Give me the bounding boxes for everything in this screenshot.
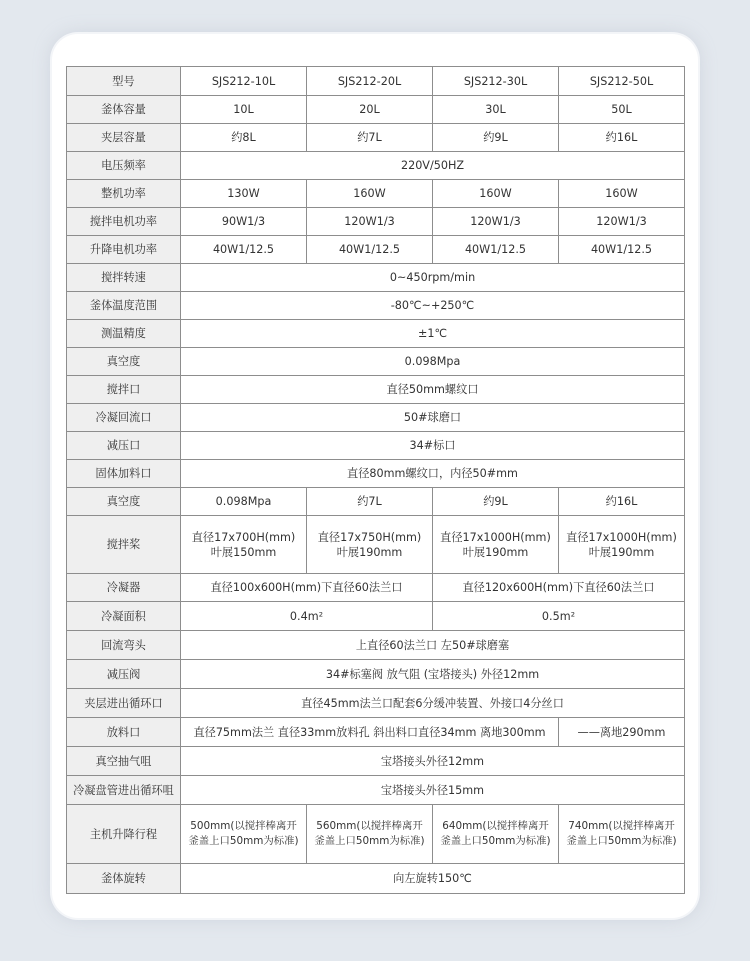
value-cell <box>181 516 307 574</box>
value-cell: 约16L <box>559 488 685 516</box>
row-label: 搅拌转速 <box>67 264 181 292</box>
row-label: 整机功率 <box>67 180 181 208</box>
row-label: 搅拌桨 <box>67 516 181 574</box>
table-row <box>67 432 685 460</box>
cell-line: 直径17x750H(mm) <box>317 530 422 544</box>
table-row <box>67 574 685 602</box>
value-cell: 约7L <box>307 488 433 516</box>
row-label: 夹层容量 <box>67 124 181 152</box>
row-label: 釜体温度范围 <box>67 292 181 320</box>
value-cell: 40W1/12.5 <box>307 236 433 264</box>
table-row <box>67 404 685 432</box>
value-cell: 34#标塞阀 放气阻 (宝塔接头) 外径12mm <box>181 660 685 689</box>
value-cell: 40W1/12.5 <box>433 236 559 264</box>
row-label: 夹层进出循环口 <box>67 689 181 718</box>
table-row <box>67 152 685 180</box>
cell-line: 釜盖上口50mm为标准) <box>314 835 425 847</box>
cell-line: 640mm(以搅拌棒离开 <box>442 820 549 832</box>
model-cell: SJS212-10L <box>181 67 307 96</box>
value-cell: 约8L <box>181 124 307 152</box>
row-label: 升降电机功率 <box>67 236 181 264</box>
value-cell <box>433 516 559 574</box>
value-cell: 约9L <box>433 124 559 152</box>
row-label: 搅拌电机功率 <box>67 208 181 236</box>
cell-line: 叶展150mm <box>210 545 277 559</box>
table-row <box>67 320 685 348</box>
value-cell: 220V/50HZ <box>181 152 685 180</box>
value-cell: 120W1/3 <box>559 208 685 236</box>
row-label: 釜体容量 <box>67 96 181 124</box>
value-cell: 90W1/3 <box>181 208 307 236</box>
value-cell: 0.098Mpa <box>181 488 307 516</box>
value-cell: 直径50mm螺纹口 <box>181 376 685 404</box>
value-cell <box>307 516 433 574</box>
cell-line: 740mm(以搅拌棒离开 <box>568 820 675 832</box>
value-cell: 50L <box>559 96 685 124</box>
row-label: 釜体旋转 <box>67 864 181 894</box>
table-row <box>67 864 685 894</box>
table-row <box>67 264 685 292</box>
value-cell: 40W1/12.5 <box>181 236 307 264</box>
value-cell <box>559 516 685 574</box>
table-row-model <box>67 67 685 96</box>
table-row <box>67 348 685 376</box>
table-row <box>67 747 685 776</box>
row-label: 型号 <box>67 67 181 96</box>
value-cell: 约16L <box>559 124 685 152</box>
table-row <box>67 96 685 124</box>
row-label: 冷凝面积 <box>67 602 181 631</box>
value-cell: 160W <box>559 180 685 208</box>
cell-line: 500mm(以搅拌棒离开 <box>190 820 297 832</box>
value-cell: 宝塔接头外径15mm <box>181 776 685 805</box>
cell-line: 560mm(以搅拌棒离开 <box>316 820 423 832</box>
row-label: 搅拌口 <box>67 376 181 404</box>
cell-line: 釜盖上口50mm为标准) <box>188 835 299 847</box>
value-cell: 0.5m² <box>433 602 685 631</box>
value-cell: 40W1/12.5 <box>559 236 685 264</box>
value-cell: 约7L <box>307 124 433 152</box>
value-cell: 10L <box>181 96 307 124</box>
row-label: 冷凝回流口 <box>67 404 181 432</box>
value-cell: 30L <box>433 96 559 124</box>
row-label: 主机升降行程 <box>67 805 181 864</box>
table-row <box>67 376 685 404</box>
table-row <box>67 488 685 516</box>
value-cell: 直径100x600H(mm)下直径60法兰口 <box>181 574 433 602</box>
cell-line: 叶展190mm <box>588 545 655 559</box>
table-row <box>67 718 685 747</box>
cell-line: 直径17x1000H(mm) <box>440 530 551 544</box>
value-cell: 160W <box>433 180 559 208</box>
cell-line: 直径17x700H(mm) <box>191 530 296 544</box>
table-row <box>67 516 685 574</box>
table-row <box>67 776 685 805</box>
value-cell: 20L <box>307 96 433 124</box>
value-cell: ±1℃ <box>181 320 685 348</box>
value-cell: 直径75mm法兰 直径33mm放料孔 斜出料口直径34mm 离地300mm <box>181 718 559 747</box>
cell-line: 釜盖上口50mm为标准) <box>440 835 551 847</box>
table-row <box>67 124 685 152</box>
row-label: 固体加料口 <box>67 460 181 488</box>
table-row <box>67 180 685 208</box>
model-cell: SJS212-20L <box>307 67 433 96</box>
row-label: 减压口 <box>67 432 181 460</box>
model-cell: SJS212-50L <box>559 67 685 96</box>
value-cell: 0~450rpm/min <box>181 264 685 292</box>
spec-table <box>66 66 685 894</box>
value-cell: 约9L <box>433 488 559 516</box>
table-row <box>67 805 685 864</box>
value-cell <box>307 805 433 864</box>
table-row <box>67 208 685 236</box>
row-label: 放料口 <box>67 718 181 747</box>
value-cell: -80℃~+250℃ <box>181 292 685 320</box>
row-label: 电压频率 <box>67 152 181 180</box>
cell-line: 叶展190mm <box>336 545 403 559</box>
value-cell <box>181 805 307 864</box>
row-label: 冷凝盘管进出循环咀 <box>67 776 181 805</box>
value-cell: 34#标口 <box>181 432 685 460</box>
value-cell: 向左旋转150℃ <box>181 864 685 894</box>
value-cell: 0.4m² <box>181 602 433 631</box>
value-cell: 50#球磨口 <box>181 404 685 432</box>
cell-line: 釜盖上口50mm为标准) <box>566 835 677 847</box>
value-cell: 宝塔接头外径12mm <box>181 747 685 776</box>
value-cell: 160W <box>307 180 433 208</box>
table-row <box>67 292 685 320</box>
row-label: 冷凝器 <box>67 574 181 602</box>
table-row <box>67 460 685 488</box>
value-cell: 120W1/3 <box>307 208 433 236</box>
value-cell: ——离地290mm <box>559 718 685 747</box>
value-cell <box>559 805 685 864</box>
value-cell: 130W <box>181 180 307 208</box>
value-cell: 上直径60法兰口 左50#球磨塞 <box>181 631 685 660</box>
row-label: 真空抽气咀 <box>67 747 181 776</box>
cell-line: 直径17x1000H(mm) <box>566 530 677 544</box>
value-cell: 直径45mm法兰口配套6分缓冲装置、外接口4分丝口 <box>181 689 685 718</box>
value-cell: 0.098Mpa <box>181 348 685 376</box>
table-row <box>67 689 685 718</box>
row-label: 真空度 <box>67 348 181 376</box>
value-cell: 直径80mm螺纹口，内径50#mm <box>181 460 685 488</box>
model-cell: SJS212-30L <box>433 67 559 96</box>
row-label: 真空度 <box>67 488 181 516</box>
table-row <box>67 236 685 264</box>
value-cell: 120W1/3 <box>433 208 559 236</box>
row-label: 测温精度 <box>67 320 181 348</box>
value-cell: 直径120x600H(mm)下直径60法兰口 <box>433 574 685 602</box>
row-label: 回流弯头 <box>67 631 181 660</box>
table-row <box>67 602 685 631</box>
value-cell <box>433 805 559 864</box>
table-row <box>67 631 685 660</box>
table-row <box>67 660 685 689</box>
cell-line: 叶展190mm <box>462 545 529 559</box>
row-label: 减压阀 <box>67 660 181 689</box>
